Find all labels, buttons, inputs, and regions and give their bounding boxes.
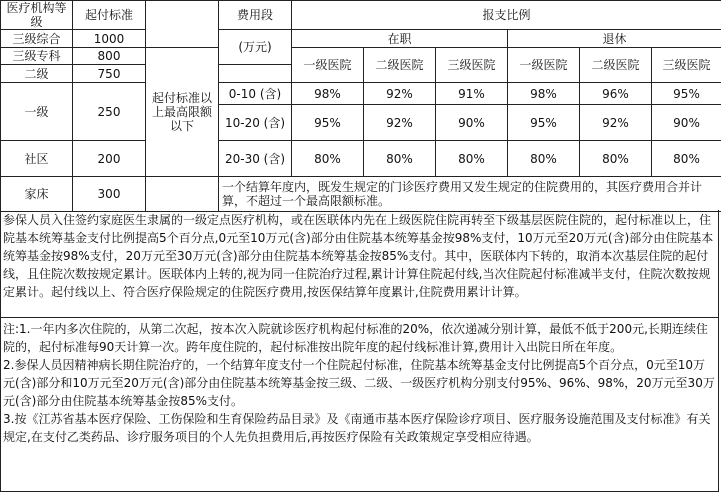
ratio-cell: 91% [436, 83, 508, 105]
segment-range: 10-20 (含) [219, 105, 292, 141]
level-name: 三级综合 [1, 30, 73, 48]
ratio-cell: 98% [508, 83, 580, 105]
level-name: 一级 [1, 83, 73, 141]
level-name: 三级专科 [1, 48, 73, 65]
ratio-cell: 80% [508, 141, 580, 177]
level-threshold: 300 [73, 177, 146, 212]
header-level3-hospital: 三级医院 [436, 48, 508, 83]
cap-note: 起付标准以上最高限额以下 [146, 48, 219, 177]
blank-cell [146, 177, 219, 212]
segment-range: 0-10 (含) [219, 83, 292, 105]
header-blank [146, 1, 219, 48]
header-level2-hospital: 二级医院 [580, 48, 652, 83]
note-2: 2.参保人员因精神病长期住院治疗的，一个结算年度支付一个住院起付标准，住院基本统筹基金支付比例提高5个百分点，0元至10万元(含)部分和10万元至20万元(含)部分由住院基本统筹基金按三级、二级、一级医疗机构分别支付95%、96%、98%，20万元至30万元(含)部分由住院基本统筹基金按85%支付。 [3, 358, 715, 408]
notes-section [0, 318, 719, 492]
segment-range: 20-30 (含) [219, 141, 292, 177]
ratio-cell: 96% [580, 83, 652, 105]
header-institution-level: 医疗机构等级 [1, 1, 73, 30]
header-level1-hospital: 一级医院 [508, 48, 580, 83]
ratio-cell: 92% [580, 105, 652, 141]
level-threshold: 750 [73, 65, 146, 83]
level-name: 社区 [1, 141, 73, 177]
level-threshold: 250 [73, 83, 146, 141]
header-employed: 在职 [292, 30, 508, 48]
header-retired: 退休 [508, 30, 721, 48]
ratio-cell: 80% [580, 141, 652, 177]
ratio-cell: 90% [436, 105, 508, 141]
header-level1-hospital: 一级医院 [292, 48, 364, 83]
header-cost-unit: (万元) [219, 30, 292, 65]
policy-paragraph-text: 参保人员入住签约家庭医生隶属的一级定点医疗机构，或在医联体内先在上级医院住院再转至下级基层医院住院的，起付标准以上，住院基本统筹基金支付比例提高5个百分点,0元至10万元(含)部分由住院基本统筹基金按98%支付，10万元至20万元(含)部分由住院基本统筹基金按98%支付，20万元至30万元(含)部分由住院基本统筹基金按85%支付。其中，医联体内下转的，取消本次基层住院的起付线，且住院次数按规定累计。医联体内上转的,视为同一住院治疗过程,累计计算住院起付线,当次住院起付标准减半支付，住院次数按规定累计。起付线以上、符合医疗保险规定的住院医疗费用,按医保结算年度累计,住院费用累计计算。 [3, 213, 714, 299]
level-name: 家床 [1, 177, 73, 212]
ratio-cell: 92% [364, 83, 436, 105]
header-level3-hospital: 三级医院 [652, 48, 721, 83]
level-threshold: 1000 [73, 30, 146, 48]
ratio-cell: 95% [652, 83, 721, 105]
ratio-cell: 80% [292, 141, 364, 177]
reimbursement-table [0, 0, 721, 212]
ratio-cell: 80% [652, 141, 721, 177]
ratio-cell: 80% [436, 141, 508, 177]
header-cost-range: 费用段 [219, 1, 292, 30]
note-1: 注:1.一年内多次住院的，从第二次起，按本次入院就诊医疗机构起付标准的20%，依次递减分别计算，最低不低于200元,长期连续住院的，起付标准每90天计算一次。跨年度住院的，起付标准按出院年度的起付线标准计算,费用计入出院日所在年度。 [3, 322, 708, 354]
ratio-cell: 95% [508, 105, 580, 141]
ratio-cell: 80% [364, 141, 436, 177]
note-3: 3.按《江苏省基本医疗保险、工伤保险和生育保险药品目录》及《南通市基本医疗保险诊疗项目、医疗服务设施范围及支付标准》有关规定,在支付乙类药品、诊疗服务项目的个人先负担费用后,再按医疗保险有关政策规定享受相应待遇。 [3, 412, 711, 444]
level-threshold: 200 [73, 141, 146, 177]
level-name: 二级 [1, 65, 73, 83]
header-ratio: 报支比例 [292, 1, 721, 30]
ratio-cell: 98% [292, 83, 364, 105]
ratio-cell: 92% [364, 105, 436, 141]
ratio-cell: 90% [652, 105, 721, 141]
header-level2-hospital: 二级医院 [364, 48, 436, 83]
level-threshold: 800 [73, 48, 146, 65]
policy-paragraph [0, 210, 719, 318]
annual-note: 一个结算年度内，既发生规定的门诊医疗费用又发生规定的住院费用的，其医疗费用合并计算，不超过一个最高限额标准。 [219, 177, 721, 212]
ratio-cell: 95% [292, 105, 364, 141]
header-threshold: 起付标准 [73, 1, 146, 30]
